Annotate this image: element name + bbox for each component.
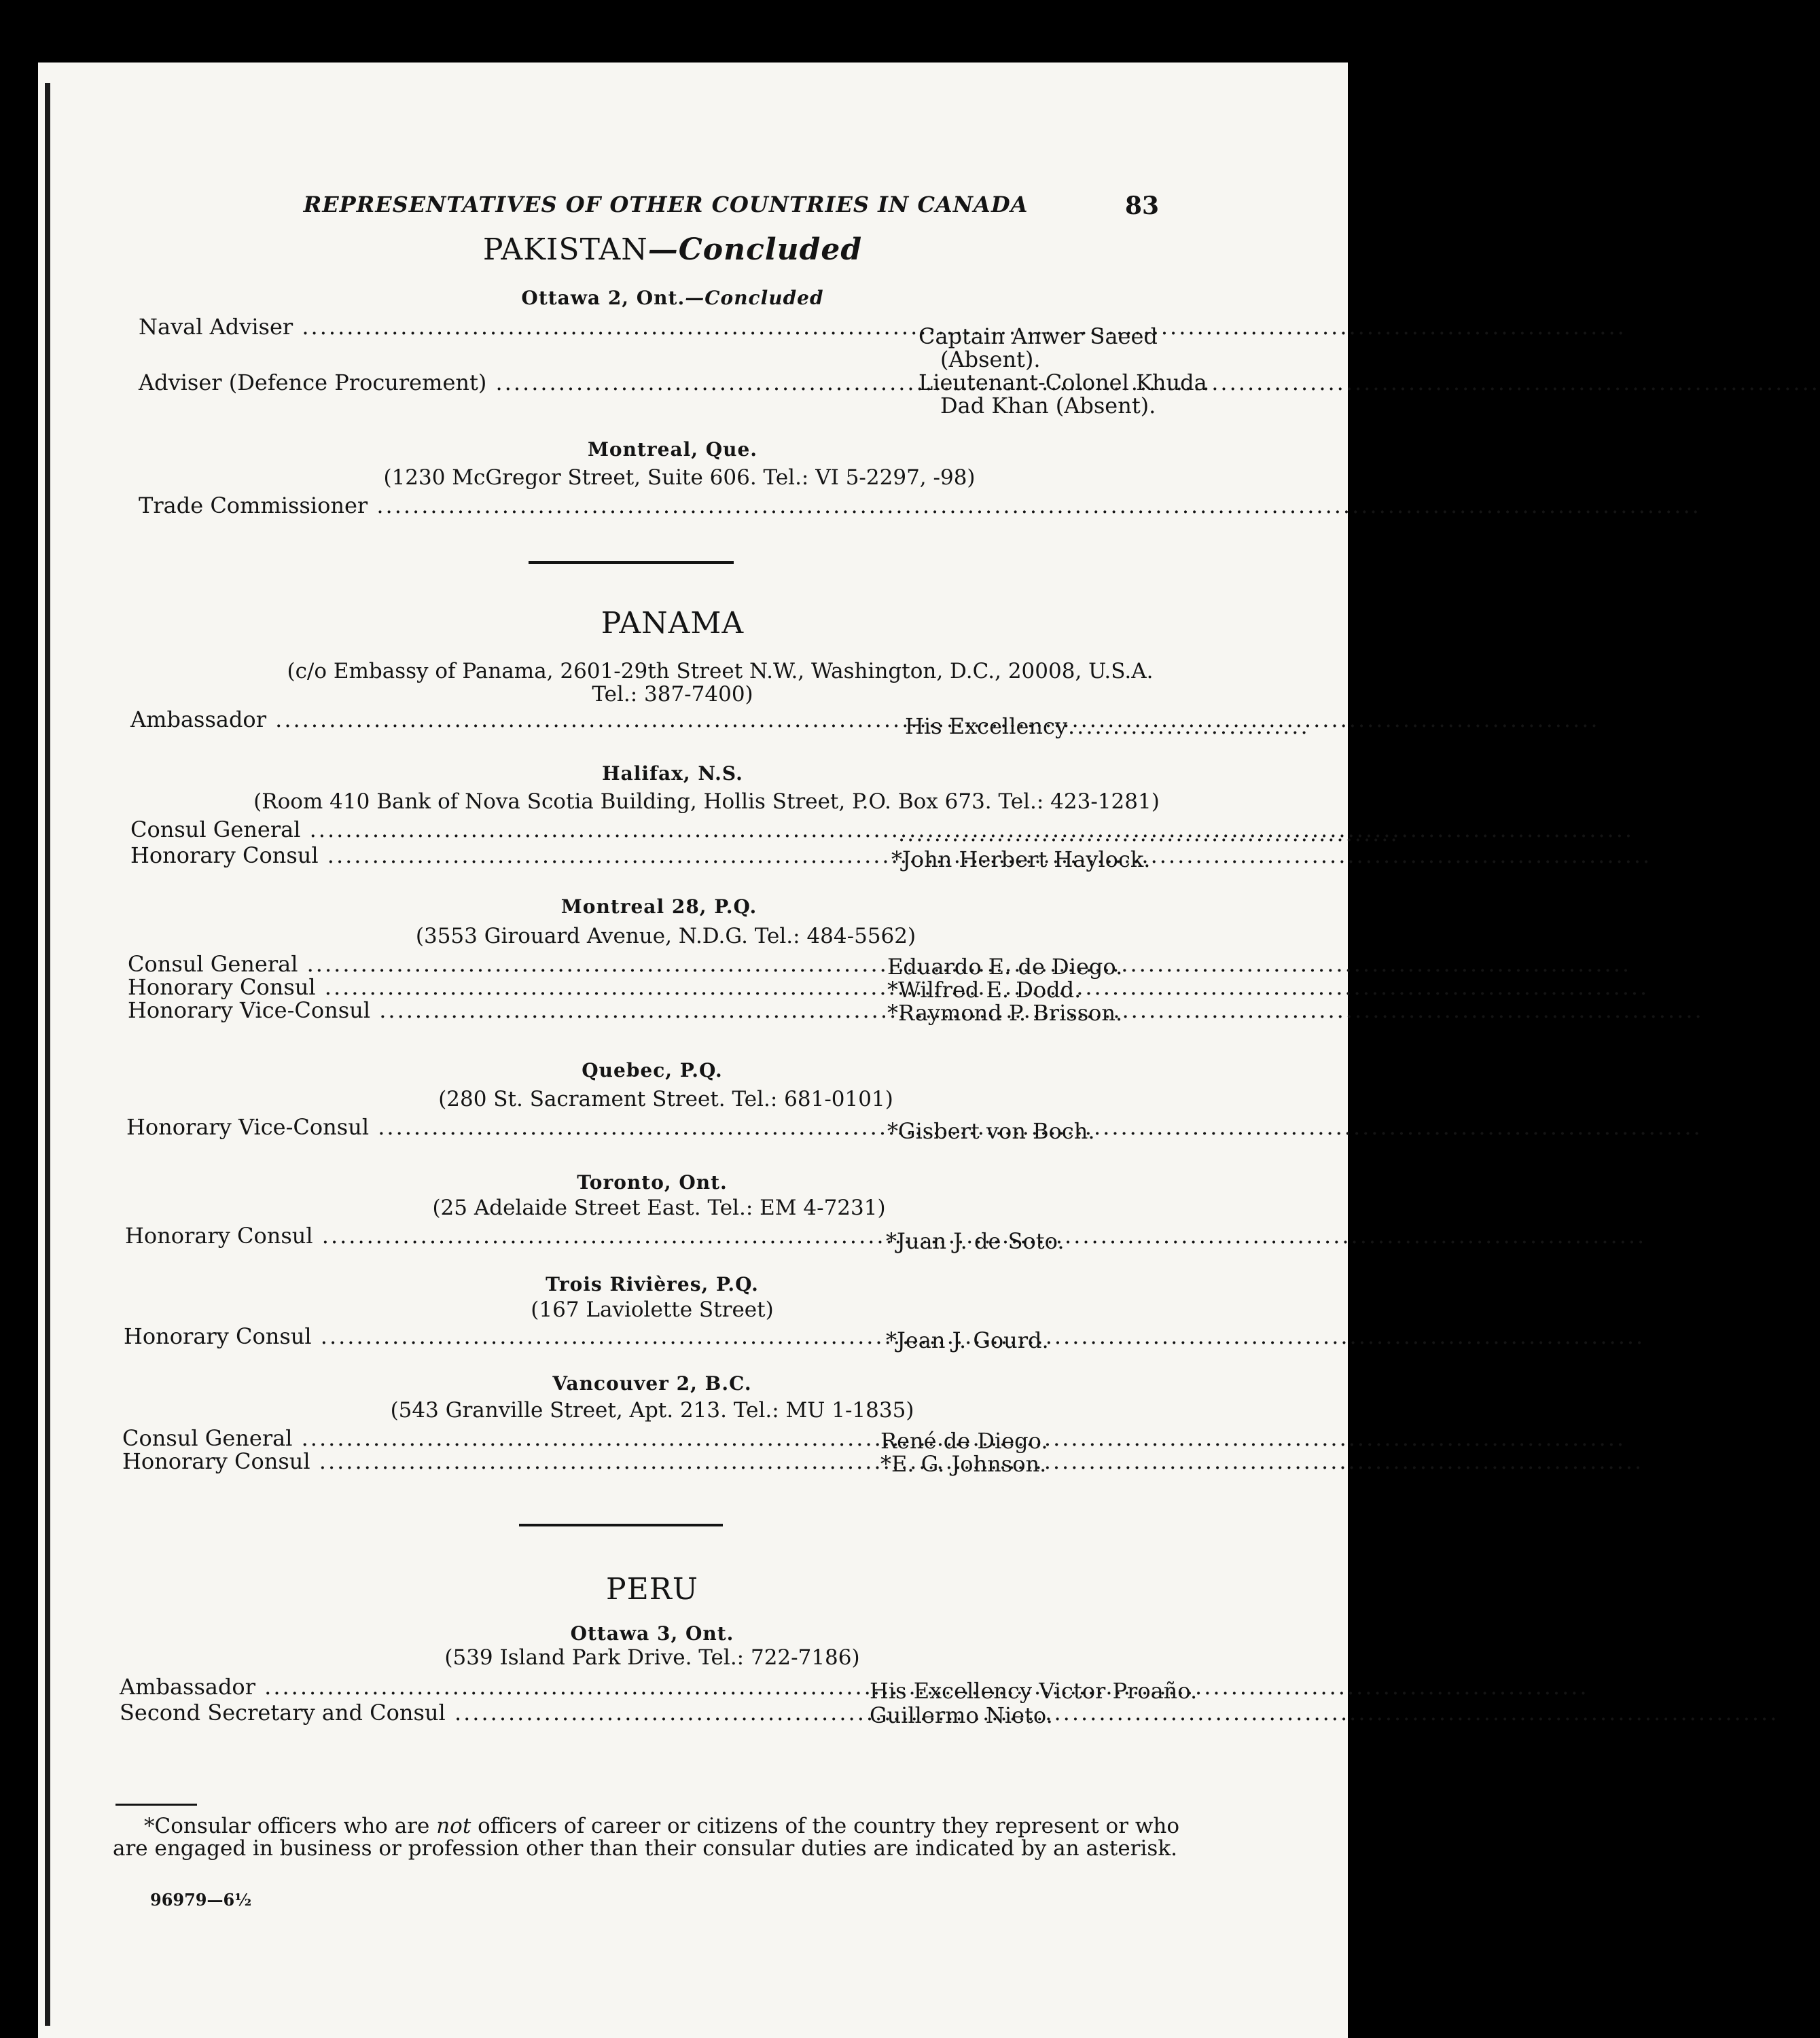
- office-row: [139, 370, 1207, 418]
- document-page: [38, 62, 1399, 2038]
- office-holder: *Raymond P. Brisson.: [887, 1000, 1123, 1026]
- office-title: Naval Adviser .....: [139, 314, 818, 340]
- office-row: [122, 1425, 1182, 1454]
- office-row: [120, 1700, 1179, 1728]
- office-row: [130, 817, 1399, 846]
- country-name: PAKISTAN: [482, 232, 648, 267]
- footnote-rule: [115, 1804, 197, 1806]
- office-row: [122, 1448, 1182, 1477]
- binding-edge: [45, 83, 50, 2026]
- city-heading: Trois Rivières, P.Q.: [546, 1273, 759, 1295]
- footnote-text-cont: officers of career or citizens of the country they represent or who are engaged in business or profession other than their consular duties are indicated by an asterisk.: [113, 1814, 1180, 1861]
- office-row: [125, 1223, 1185, 1254]
- address: (Room 410 Bank of Nova Scotia Building, Hollis Street, P.O. Box 673. Tel.: 423-1281): [253, 789, 1160, 814]
- office-row: [130, 707, 1310, 739]
- city-heading: Vancouver 2, B.C.: [552, 1372, 752, 1395]
- office-holder-cont: Dad Khan (Absent).: [940, 393, 1156, 418]
- office-row: [126, 1114, 1186, 1144]
- section-divider: [529, 561, 734, 564]
- country-concluded: —Concluded: [647, 232, 863, 267]
- office-holder: Guillermo Nieto.: [870, 1702, 1053, 1728]
- office-title: Honorary Consul .....: [128, 974, 814, 1000]
- office-holder-cont: (Absent).: [940, 346, 1041, 372]
- office-holder: René de Diego.: [880, 1428, 1048, 1454]
- office-row: [124, 1323, 1183, 1351]
- address-cont: Tel.: 387-7400): [592, 682, 753, 707]
- office-title: Honorary Vice-Consul .....: [128, 997, 814, 1023]
- section-divider: [519, 1524, 723, 1526]
- office-holder: *E. G. Johnson.: [880, 1451, 1047, 1477]
- city-heading: Halifax, N.S.: [602, 762, 743, 785]
- office-row: [139, 314, 1158, 372]
- address: (c/o Embassy of Panama, 2601-29th Street N.W., Washington, D.C., 20008, U.S.A.: [287, 659, 1154, 683]
- office-title: Consul General .....: [122, 1425, 808, 1451]
- office-holder: Lieutenant-Colonel Khuda: [918, 370, 1207, 395]
- office-title: Consul General .....: [128, 951, 814, 977]
- office-title: Ambassador .....: [130, 707, 817, 732]
- office-holder: *Wilfred E. Dodd.: [887, 977, 1082, 1003]
- office-holder: *Jean J. Gourd.: [886, 1327, 1049, 1353]
- address: (543 Granville Street, Apt. 213. Tel.: MU 1-1835): [390, 1398, 914, 1423]
- city-heading: Ottawa 3, Ont.: [570, 1622, 734, 1645]
- office-title: Honorary Vice-Consul .....: [126, 1114, 813, 1140]
- address: (167 Laviolette Street): [531, 1298, 774, 1322]
- address: (25 Adelaide Street East. Tel.: EM 4-7231): [432, 1196, 886, 1220]
- printer-code: 96979—6½: [150, 1890, 252, 1910]
- office-row: [128, 974, 1188, 1003]
- office-holder: His Excellency: [905, 713, 1068, 739]
- city-heading: Montreal 28, P.Q.: [560, 895, 757, 918]
- office-holder: His Excellency Victor Proaño.: [870, 1678, 1198, 1704]
- office-row: [120, 1674, 1198, 1704]
- office-title: Honorary Consul .....: [124, 1323, 810, 1349]
- country-title-panama: PANAMA: [601, 606, 745, 641]
- office-holder: *John Herbert Haylock.: [891, 846, 1151, 872]
- office-holder: Captain Anwer Saeed: [918, 323, 1158, 349]
- footnote-text: *Consular officers who are: [144, 1814, 437, 1838]
- country-title-pakistan: [18, 232, 1327, 267]
- city-heading: Montreal, Que.: [587, 438, 758, 461]
- city-heading: Ottawa 2, Ont.—Concluded: [521, 287, 824, 309]
- office-title: Honorary Consul .....: [122, 1448, 808, 1474]
- address: (1230 McGregor Street, Suite 606. Tel.: VI 5-2297, -98): [383, 465, 976, 490]
- office-title: Honorary Consul .....: [125, 1223, 811, 1249]
- office-holder: Eduardo E. de Diego.: [887, 954, 1123, 980]
- office-row: [139, 493, 1158, 520]
- address: (280 St. Sacrament Street. Tel.: 681-0101): [438, 1087, 893, 1111]
- city-heading: Toronto, Ont.: [577, 1171, 728, 1194]
- leader-dots: ...........................: [1068, 713, 1310, 739]
- office-title: Honorary Consul .....: [130, 842, 817, 868]
- leader-dots: ........................................................: [898, 821, 1399, 846]
- office-row: [128, 997, 1188, 1026]
- office-title: Adviser (Defence Procurement) .....: [139, 370, 818, 395]
- page-number: 83: [1125, 192, 1160, 220]
- running-title: REPRESENTATIVES OF OTHER COUNTRIES IN CANADA: [303, 192, 1029, 217]
- office-title: Consul General .....: [130, 817, 817, 842]
- footnote: [113, 1815, 1186, 1860]
- office-title: Trade Commissioner .....: [139, 493, 818, 518]
- address: (3553 Girouard Avenue, N.D.G. Tel.: 484-5562): [415, 924, 916, 948]
- office-title: Second Secretary and Consul .....: [120, 1700, 799, 1726]
- office-title: Ambassador .....: [120, 1674, 799, 1700]
- city-heading: Quebec, P.Q.: [582, 1059, 723, 1081]
- address: (539 Island Park Drive. Tel.: 722-7186): [444, 1645, 860, 1670]
- office-holder: *Gisbert von Boch.: [887, 1118, 1095, 1144]
- office-row: [130, 842, 1190, 870]
- office-holder: *Juan J. de Soto.: [886, 1228, 1065, 1254]
- office-row: [128, 951, 1188, 980]
- country-title-peru: PERU: [606, 1572, 698, 1607]
- footnote-emphasis: not: [436, 1814, 471, 1838]
